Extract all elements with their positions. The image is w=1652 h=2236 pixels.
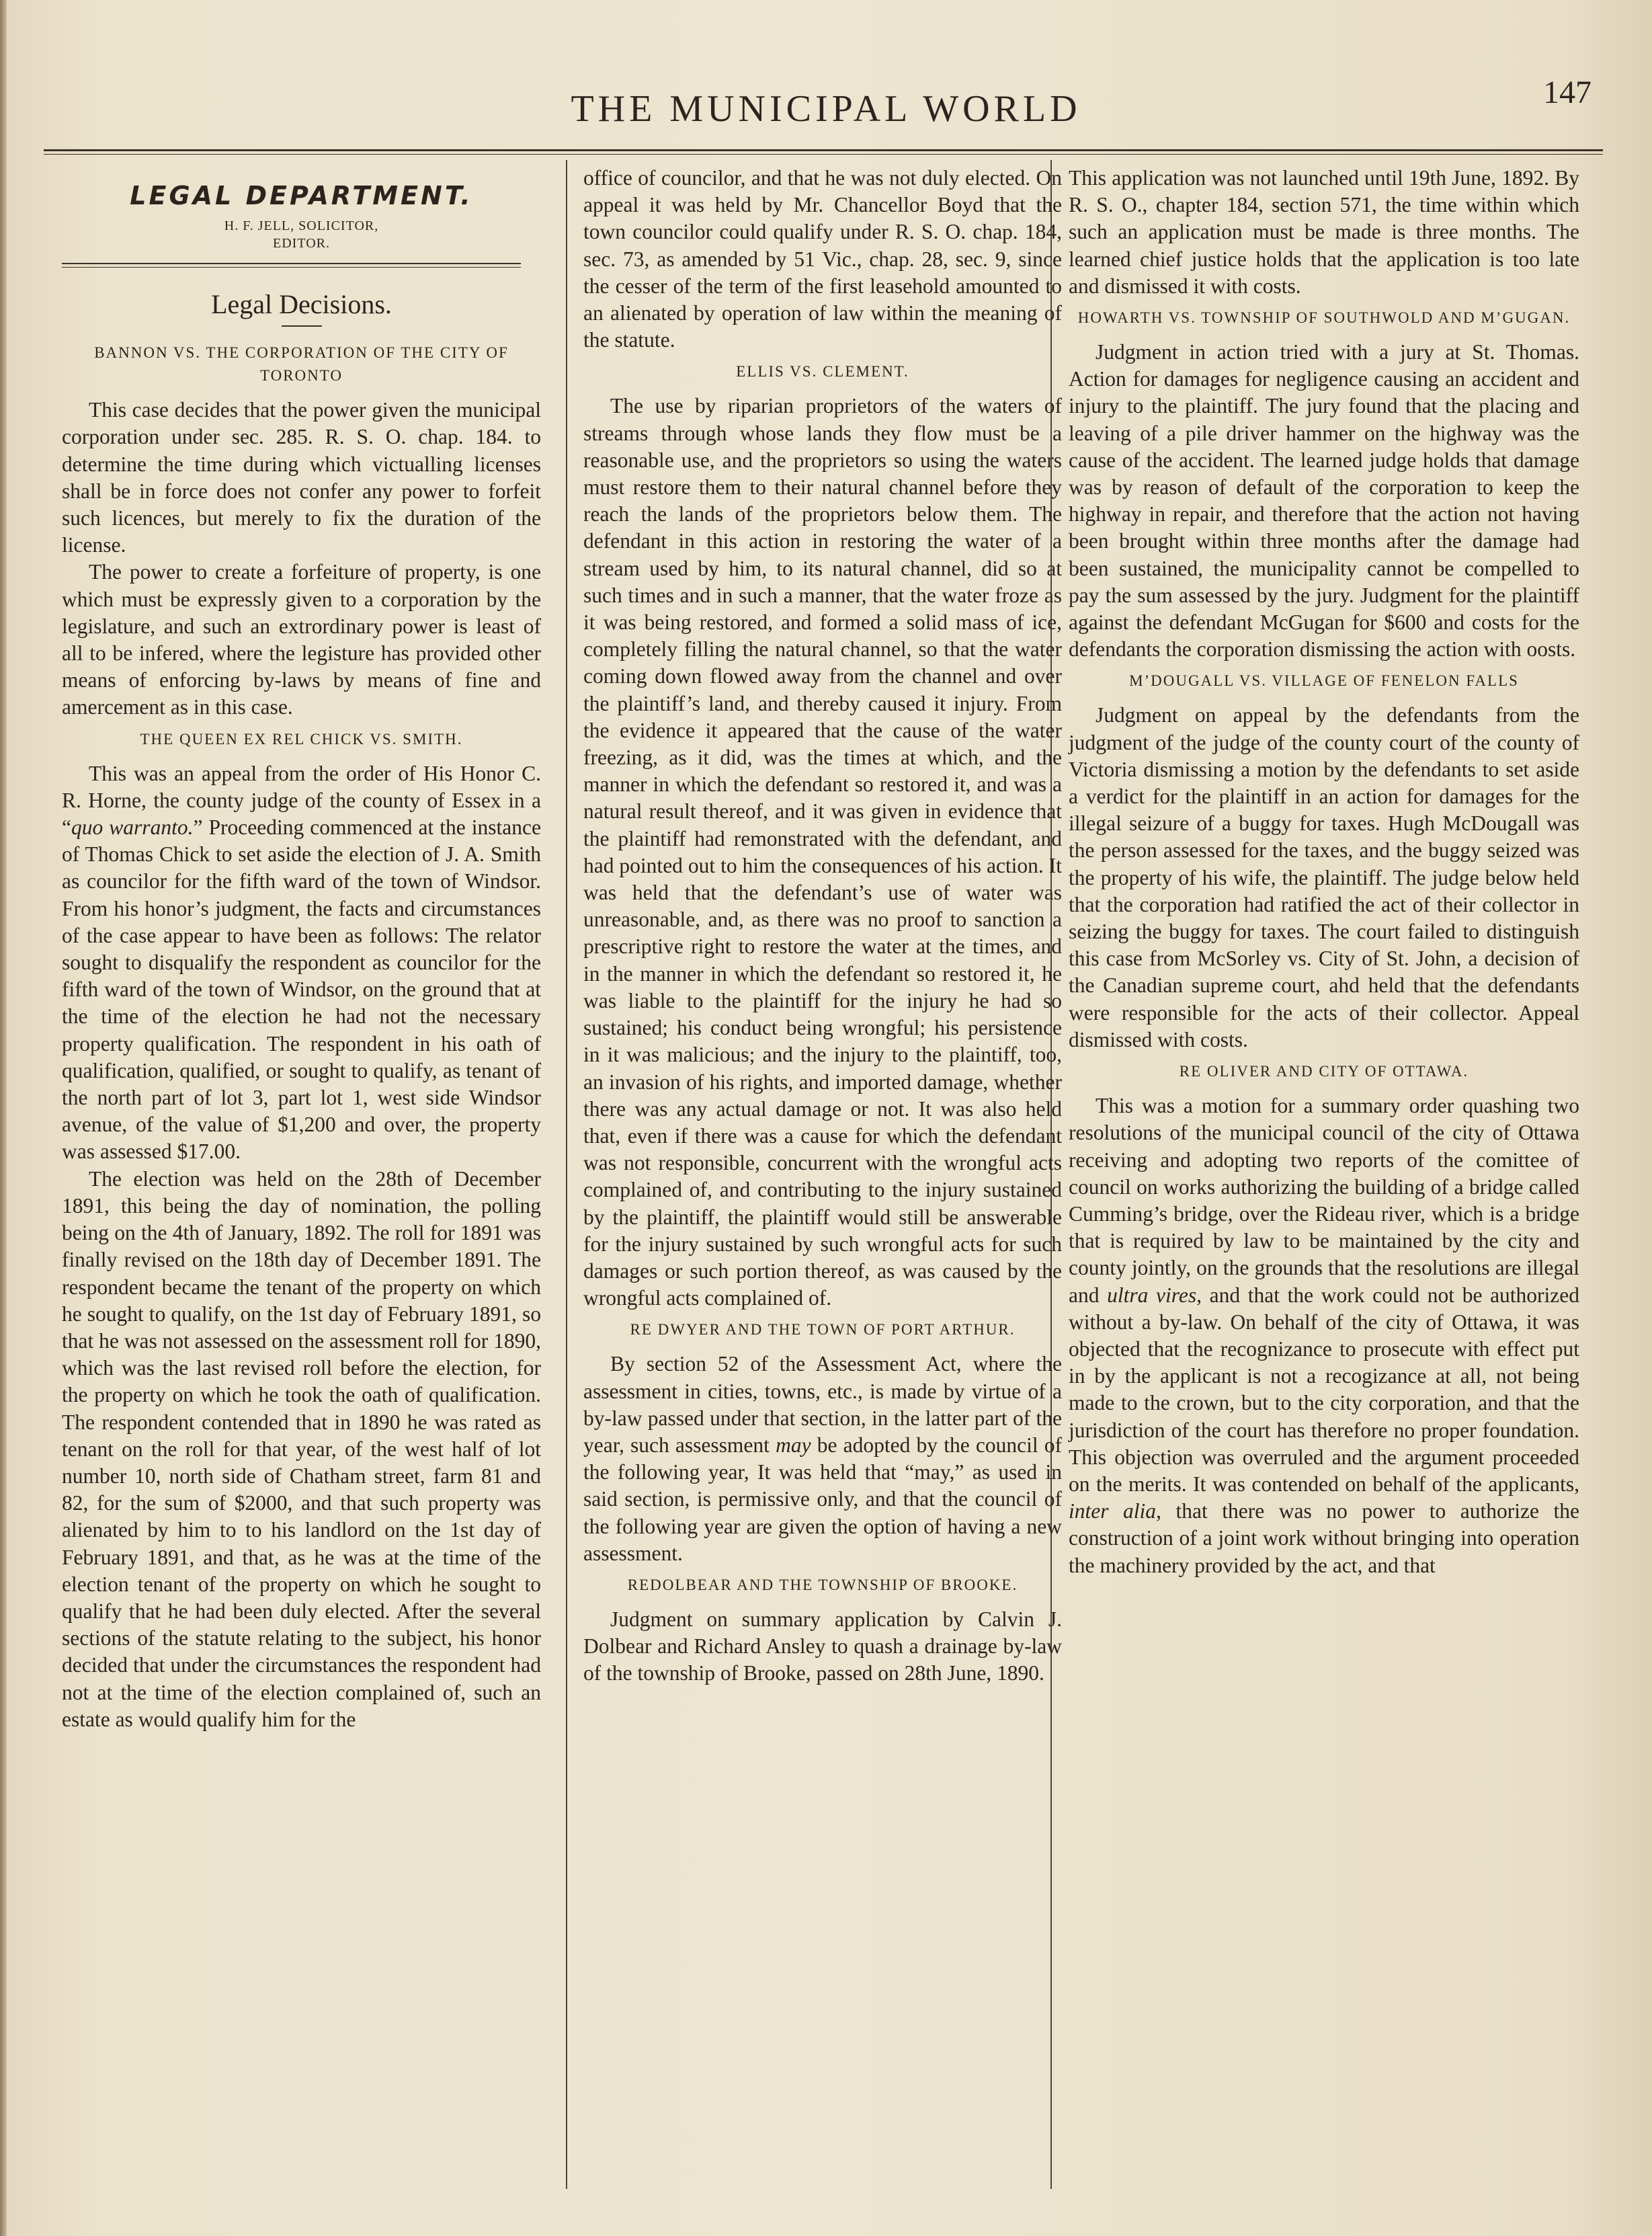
column-2: [583, 165, 1062, 1687]
masthead: THE MUNICIPAL WORLD: [571, 88, 1081, 130]
case-heading-mcdougall: M’DOUGALL VS. VILLAGE OF FENELON FALLS: [1129, 672, 1519, 690]
editor-line-2: EDITOR.: [273, 236, 330, 251]
italic-run: may: [776, 1433, 811, 1457]
masthead-rule: [44, 149, 1603, 155]
page-spine-shadow: [0, 0, 7, 2236]
paragraph: Judgment in action tried with a jury at St. Thomas. Action for damages for negligence causing an accident and injury to the plaintiff. The jury found that the placing and leaving of a pile driver hammer on the highway was the cause of the accident. The learned judge holds that damage was by reason of default of the corporation to keep the highway in repair, and therefore that the action not having been brought within three months after the damage had been sustained, the municipality cannot be compelled to pay the sum assessed by the jury. Judgment for the plaintiff against the defendant McGugan for $600 and costs for the defendants the corporation dismissing the action with oosts.: [1069, 340, 1579, 662]
paragraph: [62, 760, 541, 1166]
paragraph: [1069, 1092, 1579, 1579]
case-heading-dwyer: RE DWYER AND THE TOWN OF PORT ARTHUR.: [630, 1321, 1016, 1339]
italic-run: quo warranto.: [71, 815, 194, 840]
column-3: [1069, 165, 1579, 1579]
paragraph: office of councilor, and that he was not duly elected. On appeal it was held by Mr. Chancellor Boyd that the town councilor could qualify under R. S. O. chap. 184, sec. 73, as amended by 51 Vic., chap. 28, sec. 9, since the cesser of the term of the first leasehold amounted to an alienated by operation of law within the meaning of the statute.: [583, 166, 1062, 352]
text-run: By section 52 of the Assessment Act, where the assessment in cities, towns, etc., is made by virtue of a by-law passed under that section, in the latter part of the year, such assessment: [583, 1352, 1062, 1457]
column-rule-1: [566, 160, 567, 2189]
text-run: This was an appeal from the order of His Honor C. R. Horne, the county judge of the county of Essex in a “: [62, 761, 541, 840]
case-heading-chick-smith: THE QUEEN EX REL CHICK VS. SMITH.: [140, 730, 463, 748]
case-heading-bannon: BANNON VS. THE CORPORATION OF THE CITY OF TORONTO: [94, 344, 509, 385]
department-rule: [62, 263, 521, 268]
paragraph: [583, 1351, 1062, 1567]
paragraph: The election was held on the 28th of December 1891, this being the day of nomination, the polling being on the 4th of January, 1892. The roll for 1891 was finally revised on the 18th day of December 1891. The respondent became the tenant of the property on which he sought to qualify, on the 1st day of February 1891, so that he was not assessed on the assessment roll for 1890, which was the last revised roll before the election, for the property on which he took the oath of qualification. The respondent contended that in 1890 he was rated as tenant on the roll for that year, of the west half of lot number 10, north side of Chatham street, farm 81 and 82, for the sum of $2000, and that such property was alienated by him to to his landlord on the 1st day of February 1891, and that, as he was at the time of the election tenant of the property on which he sought to qualify that he had been duly elected. After the several sections of the statute relating to the subject, his honor decided that under the circumstances the respondent had not at the time of the election complained of, such an estate as would qualify him for the: [62, 1166, 541, 1731]
text-run: , and that the work could not be authorized without a by-law. On behalf of the city of Ottawa, it was objected that the recognizance to prosecute with effect put in by the applicant is not a recogizance at all, not being made to the crown, but to the city corporation, and that the jurisdiction of the court has therefore no proper foundation. This objection was overruled and the argument proceeded on the merits. It was contended on behalf of the applicants,: [1069, 1283, 1580, 1496]
italic-run: inter alia: [1069, 1499, 1157, 1523]
case-heading-howarth: HOWARTH VS. TOWNSHIP OF SOUTHWOLD AND M’GUGAN.: [1077, 309, 1571, 327]
page-number: 147: [1543, 75, 1592, 110]
department-title: LEGAL DEPARTMENT.: [130, 181, 473, 210]
editor-line-1: H. F. JELL, SOLICITOR,: [224, 218, 379, 234]
paragraph: The power to create a forfeiture of property, is one which must be expressly given to a corporation by the legislature, and such an extrordinary power is least of all to be infered, where the legisture has provided other means of enforcing by-laws by means of fine and amercement as in this case.: [62, 560, 541, 719]
text-run: ” Proceeding commenced at the instance of Thomas Chick to set aside the election of J. A. Smith as councilor for the fifth ward of the town of Windsor. From his honor’s judgment, the facts and circumstances of the case appear to have been as follows: The relator sought to disqualify the respondent as councilor for the fifth ward of the town of Windsor, on the ground that at the time of the election he had not the necessary property qualification. The respondent in his oath of qualification, qualified, or sought to qualify, as tenant of the north part of lot 3, part lot 1, west side Windsor avenue, of the value of $1,200 and over, the property was assessed $17.00.: [62, 815, 541, 1164]
text-run: be adopted by the council of the following year, It was held that “may,” as used in said section, is permissive only, and that the council of the following year are given the option of having a new assessment.: [583, 1433, 1062, 1565]
paragraph: The use by riparian proprietors of the waters of streams through whose lands they flow must be a reasonable use, and the proprietors so using the waters must restore them to their natural channel before they reach the lands of the proprietors below them. The defendant in this action in restoring the water of a stream used by him, to its natural channel, did so at such times and in such a manner, that the water froze as it was being restored, and formed a solid mass of ice, completely filling the natural channel, so that the water coming down flowed away from the channel and over the plaintiff’s land, and thereby caused it injury. From the evidence it appeared that the cause of the water freezing, as it did, was the times at which, and the manner in which the defendant so restored it, and was a natural result thereof, and it was given in evidence that the plaintiff had remonstrated with the defendant, and had pointed out to him the consequences of his action. It was held that the defendant’s use of water was unreasonable, and, as there was no proof to sanction a prescriptive right to restore the water at the times, and in the manner in which the defendant so restored it, he was liable to the plaintiff for the injury he had so sustained; his conduct being wrongful; his persistence in it was malicious; and the injury to the plaintiff, too, an invasion of his rights, and imported damage, whether there was any actual damage or not. It was also held that, even if there was a cause for which the defendant was not responsible, concurrent with the wrongful acts complained of, and contributing to the injury sustained by the plaintiff, the plaintiff would still be answerable for the injury sustained by such wrongful acts for such damages or such portion thereof, as was caused by the wrongful acts complained of.: [583, 394, 1062, 1310]
text-run: , that there was no power to authorize the construction of a joint work without bringing into operation the machinery provided by the act, and that: [1069, 1499, 1579, 1577]
section-heading-rule: [282, 325, 322, 327]
case-heading-ellis-clement: ELLIS VS. CLEMENT.: [736, 363, 909, 381]
column-1: [62, 165, 541, 1733]
paragraph: This case decides that the power given the municipal corporation under sec. 285. R. S. O. chap. 184. to determine the time during which victualling licenses shall be in force does not confer any power to forfeit such licences, but merely to fix the duration of the license.: [62, 398, 541, 557]
text-run: This was a motion for a summary order quashing two resolutions of the municipal council of the city of Ottawa receiving and adopting two reports of the comittee of council on works authorizing the building of a bridge called Cumming’s bridge, over the Rideau river, which is a bridge that is required by law to be maintained by the city and county jointly, on the grounds that the resolutions are illegal and: [1069, 1094, 1579, 1307]
section-heading: Legal Decisions.: [211, 289, 392, 320]
case-heading-oliver: RE OLIVER AND CITY OF OTTAWA.: [1179, 1063, 1469, 1080]
italic-run: ultra vires: [1107, 1283, 1197, 1307]
paragraph: Judgment on summary application by Calvin J. Dolbear and Richard Ansley to quash a drainage by-law of the township of Brooke, passed on 28th June, 1890.: [583, 1607, 1062, 1685]
paragraph: Judgment on appeal by the defendants from the judgment of the judge of the county court of the county of Victoria dismissing a motion by the defendants to set aside a verdict for the plaintiff in an action for damages for the illegal seizure of a buggy for taxes. Hugh McDougall was the person assessed for the taxes, and the buggy seized was the property of his wife, the plaintiff. The judge below held that the corporation had ratified the act of their collector in seizing the buggy for taxes. The court failed to distinguish this case from McSorley vs. City of St. John, a decision of the Canadian supreme court, ahd held that the defendants were responsible for the acts of their collector. Appeal dismissed with costs.: [1069, 703, 1579, 1051]
paragraph: This application was not launched until 19th June, 1892. By R. S. O., chapter 184, section 571, the time within which such an application must be made is three months. The learned chief justice holds that the application is too late and dismissed it with costs.: [1069, 166, 1579, 298]
case-heading-dolbear: REDOLBEAR AND THE TOWNSHIP OF BROOKE.: [627, 1576, 1018, 1593]
